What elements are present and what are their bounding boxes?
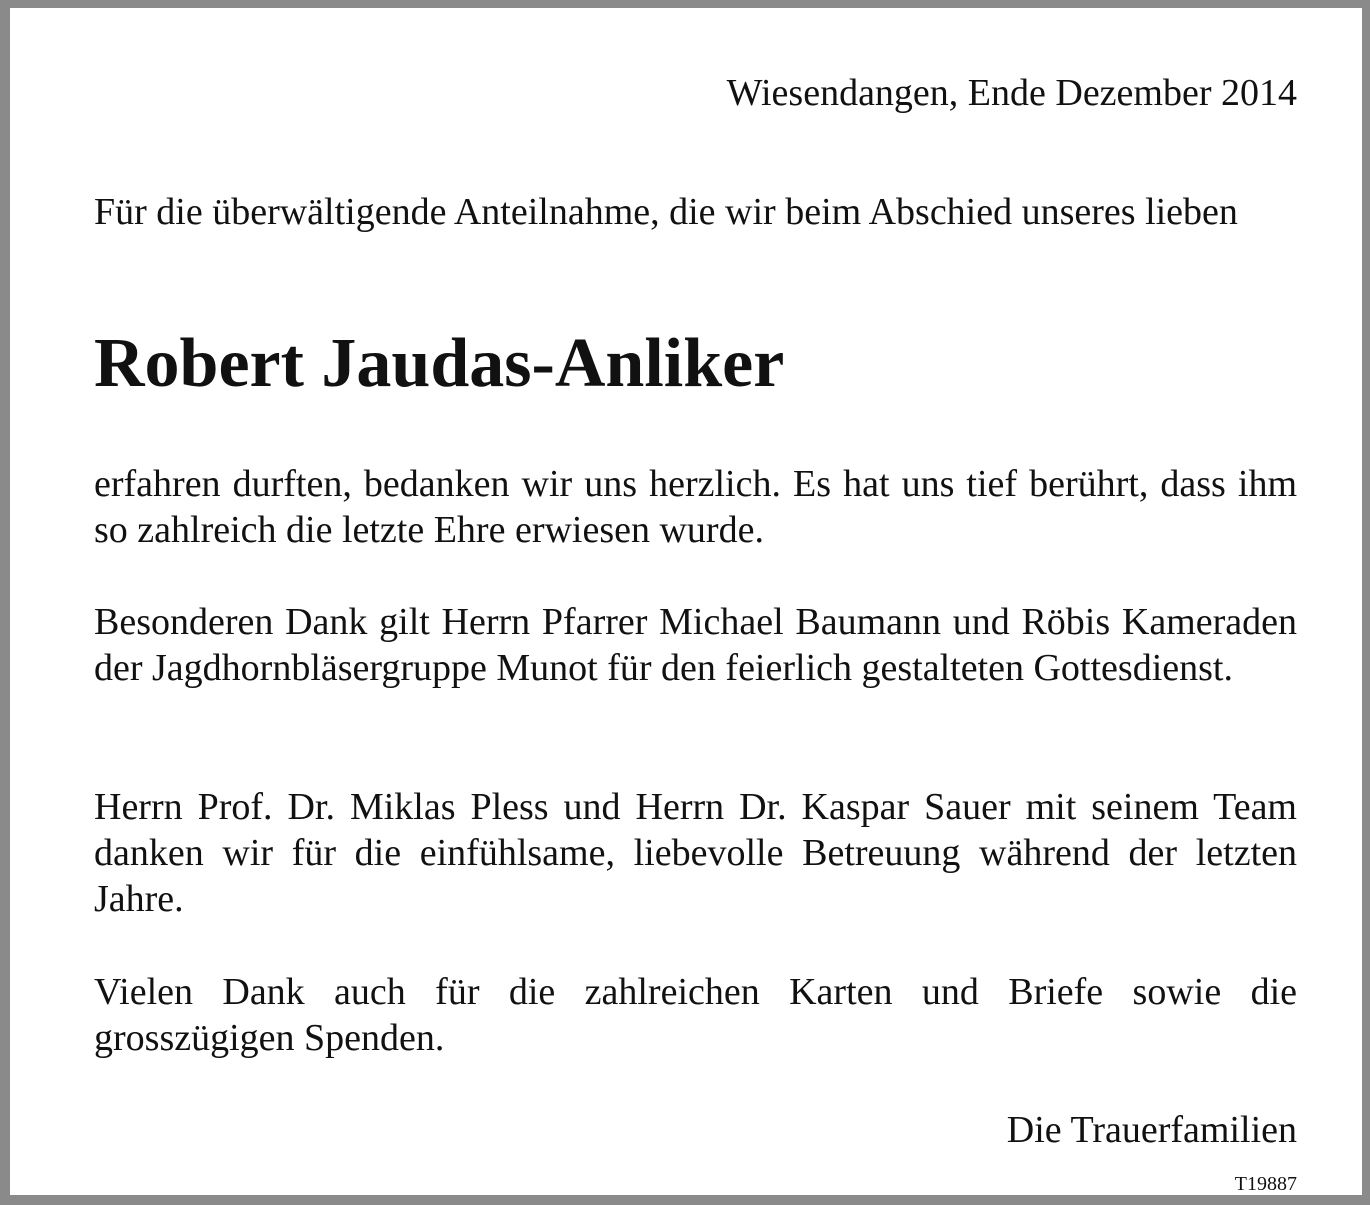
thanks-paragraph-3: Herrn Prof. Dr. Miklas Pless und Herrn Dr. Kaspar Sauer mit seinem Team danken wir für die einfühlsame, liebevolle Betreuung während der letzten Jahre.: [94, 786, 1297, 920]
thanks-paragraph-1: erfahren durften, bedanken wir uns herzlich. Es hat uns tief berührt, dass ihm so zahlreich die letzte Ehre erwiesen wurde.: [94, 463, 1297, 551]
reference-code: T19887: [1234, 1173, 1297, 1195]
deceased-name: Robert Jaudas-Anliker: [94, 325, 785, 402]
intro-paragraph: Für die überwältigende Anteilnahme, die wir beim Abschied unseres lieben: [94, 191, 1238, 233]
date-line: Wiesendangen, Ende Dezember 2014: [726, 72, 1297, 114]
thanks-paragraph-2: Besonderen Dank gilt Herrn Pfarrer Michael Baumann und Röbis Kameraden der Jagdhornbläsergruppe Munot für den feierlich gestalteten Gottesdienst.: [94, 601, 1297, 689]
thanks-paragraph-4: Vielen Dank auch für die zahlreichen Karten und Briefe sowie die grosszügigen Spenden.: [94, 971, 1297, 1059]
signature: Die Trauerfamilien: [1006, 1109, 1297, 1151]
